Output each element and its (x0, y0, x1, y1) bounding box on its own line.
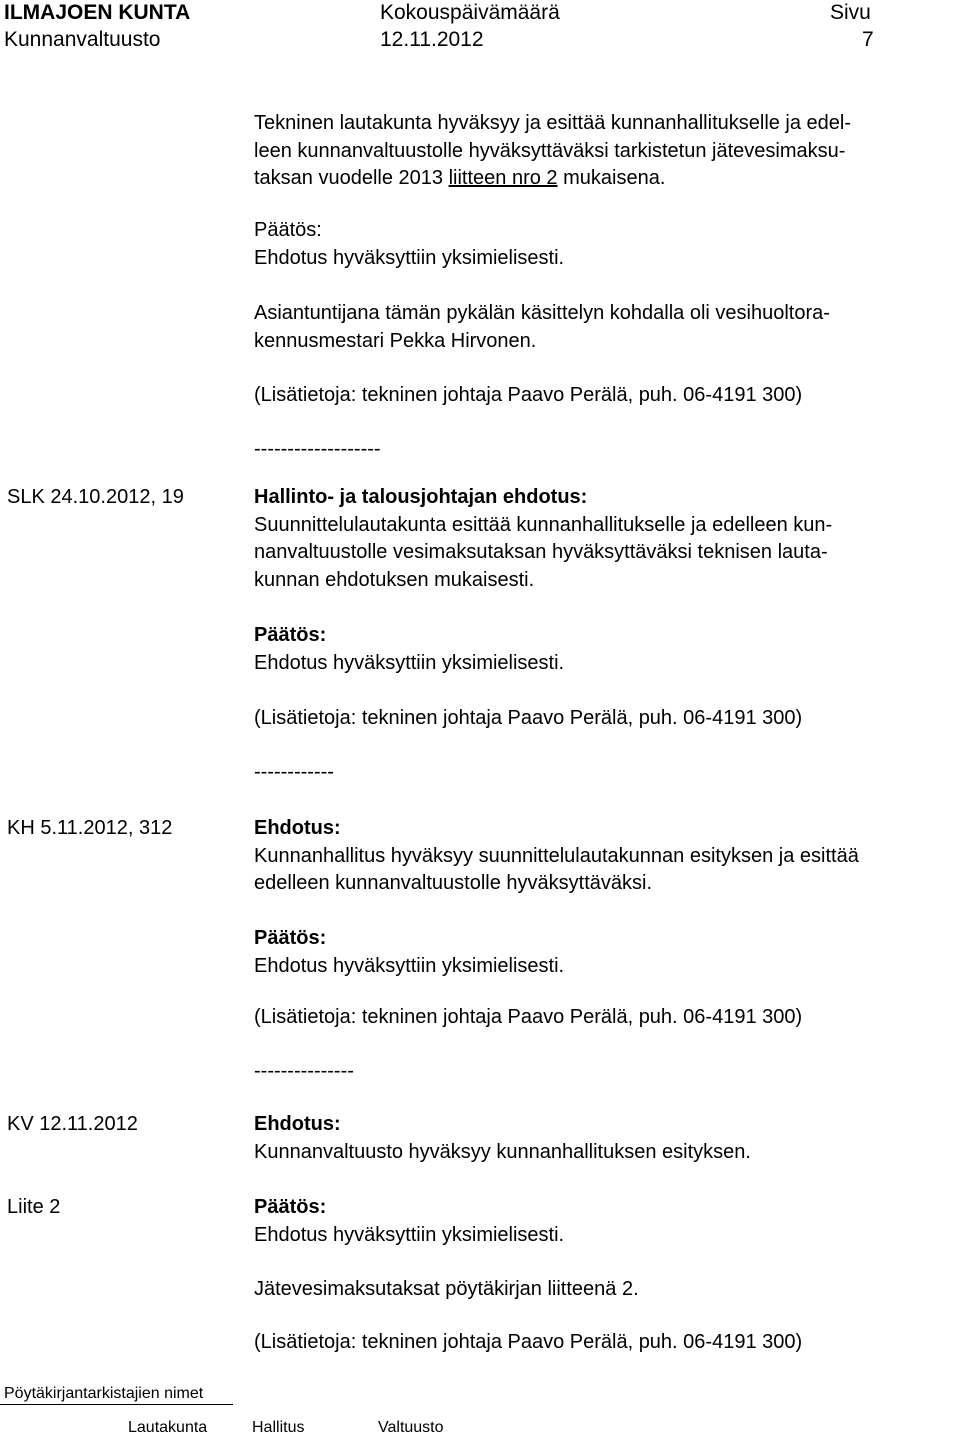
paragraph-line: Asiantuntijana tämän pykälän käsittelyn kohdalla oli vesihuoltora- (254, 302, 830, 324)
kv-proposal (254, 1111, 958, 1166)
footer-rule (0, 1404, 233, 1405)
footer-col-valtuusto: Valtuusto (378, 1419, 444, 1436)
separator: ------------ (254, 761, 334, 783)
meeting-date: 12.11.2012 (380, 28, 484, 51)
appendix-note: Jätevesimaksutaksat pöytäkirjan liitteenä 2. (254, 1278, 639, 1300)
attachment-link[interactable]: liitteen nro 2 (448, 167, 558, 189)
decision-label: Päätös: (254, 927, 327, 949)
page-label: Sivu (830, 1, 871, 24)
decision-label: Päätös: (254, 219, 322, 241)
kv-heading: Ehdotus: (254, 1113, 341, 1135)
separator: --------------- (254, 1060, 354, 1082)
paragraph-line: kunnan ehdotuksen mukaisesti. (254, 568, 535, 591)
kv-decision (254, 1194, 958, 1249)
kv-section-label: KV 12.11.2012 (7, 1113, 138, 1135)
footer-col-hallitus: Hallitus (252, 1419, 305, 1436)
expert-note (254, 300, 958, 355)
kh-heading: Ehdotus: (254, 817, 341, 839)
paragraph-line: edelleen kunnanvaltuustolle hyväksyttäväksi. (254, 872, 653, 894)
decision-text: Ehdotus hyväksyttiin yksimielisesti. (254, 246, 565, 269)
paragraph-line: Kunnanvaltuusto hyväksyy kunnanhallituksen esityksen. (254, 1140, 751, 1163)
paragraph-line: nanvaltuustolle vesimaksutaksan hyväksyttäväksi teknisen lauta- (254, 541, 828, 563)
paragraph-line: taksan vuodelle 2013 liitteen nro 2 mukaisena. (254, 167, 666, 189)
kh-section-label: KH 5.11.2012, 312 (7, 817, 173, 839)
decision-text: Ehdotus hyväksyttiin yksimielisesti. (254, 1223, 565, 1246)
paragraph-line: Kunnanhallitus hyväksyy suunnittelulautakunnan esityksen ja esittää (254, 844, 859, 867)
paragraph-line: kennusmestari Pekka Hirvonen. (254, 329, 537, 352)
paragraph-line: leen kunnanvaltuustolle hyväksyttäväksi tarkistetun jätevesimaksu- (254, 139, 846, 162)
slk-contact-info: (Lisätietoja: tekninen johtaja Paavo Perälä, puh. 06-4191 300) (254, 707, 803, 729)
attachment-label: Liite 2 (7, 1196, 61, 1218)
decision-block (254, 217, 958, 272)
paragraph-line: Suunnittelulautakunta esittää kunnanhallitukselle ja edelleen kun- (254, 513, 833, 536)
slk-decision (254, 622, 958, 677)
decision-text: Ehdotus hyväksyttiin yksimielisesti. (254, 954, 565, 977)
org-name: ILMAJOEN KUNTA (4, 1, 191, 24)
decision-label: Päätös: (254, 624, 327, 646)
slk-heading: Hallinto- ja talousjohtajan ehdotus: (254, 486, 588, 508)
kh-contact-info: (Lisätietoja: tekninen johtaja Paavo Perälä, puh. 06-4191 300) (254, 1006, 803, 1028)
date-label: Kokouspäivämäärä (380, 1, 560, 24)
footer-title: Pöytäkirjantarkistajien nimet (4, 1385, 204, 1402)
kh-proposal (254, 815, 958, 898)
separator: ------------------- (254, 438, 381, 460)
body-name: Kunnanvaltuusto (4, 28, 161, 51)
decision-label: Päätös: (254, 1196, 327, 1218)
decision-text: Ehdotus hyväksyttiin yksimielisesti. (254, 651, 565, 674)
technical-board-paragraph (254, 110, 958, 193)
contact-info: (Lisätietoja: tekninen johtaja Paavo Perälä, puh. 06-4191 300) (254, 384, 803, 406)
slk-proposal (254, 484, 958, 594)
footer-col-lautakunta: Lautakunta (128, 1419, 208, 1436)
kh-decision (254, 925, 958, 980)
page-number: 7 (862, 28, 874, 51)
paragraph-line: Tekninen lautakunta hyväksyy ja esittää kunnanhallitukselle ja edel- (254, 112, 852, 134)
kv-contact-info: (Lisätietoja: tekninen johtaja Paavo Perälä, puh. 06-4191 300) (254, 1331, 803, 1353)
slk-section-label: SLK 24.10.2012, 19 (7, 486, 184, 508)
